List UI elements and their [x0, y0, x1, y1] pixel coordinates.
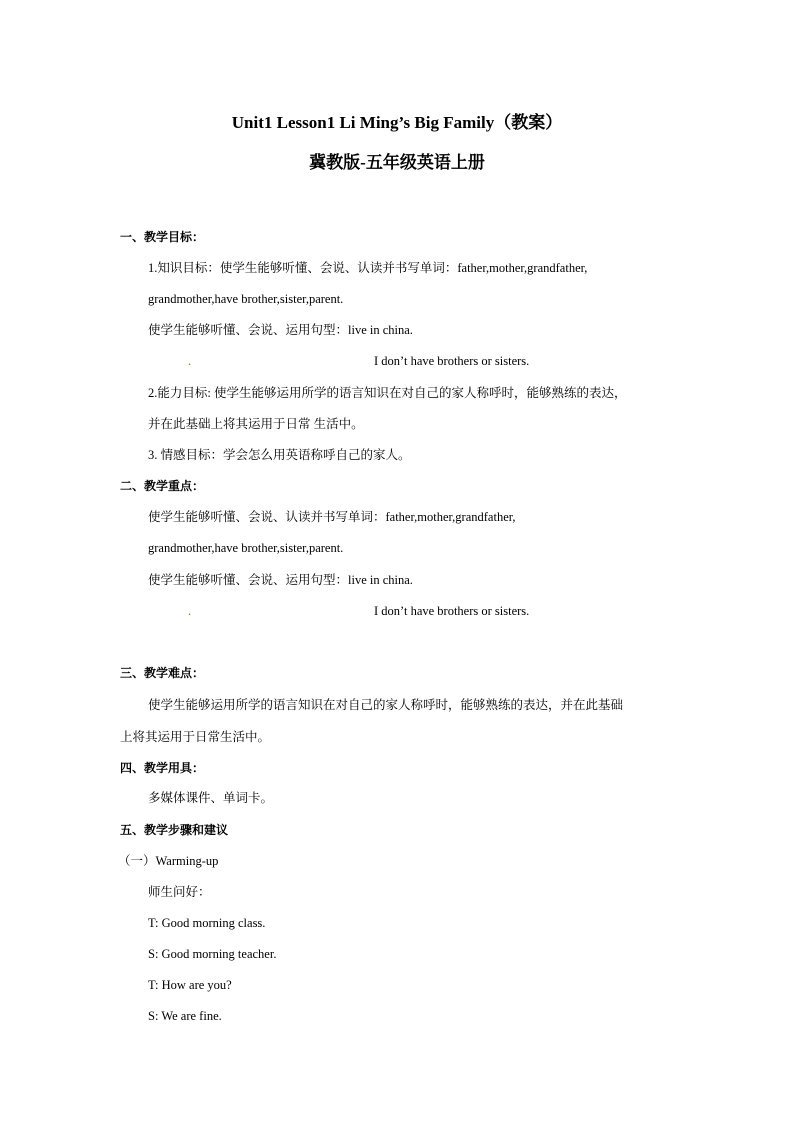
key-point-line4: I don’t have brothers or sisters.	[374, 604, 530, 618]
objective-knowledge-dot: .	[188, 354, 192, 368]
key-point-line2: grandmother,have brother,sister,parent.	[148, 541, 344, 555]
section-heading-key-points: 二、教学重点：	[120, 479, 205, 493]
objective-ability-line2: 并在此基础上将其运用于日常 生活中。	[148, 417, 364, 431]
section-heading-steps: 五、教学步骤和建议	[120, 823, 229, 837]
dialogue-line4: S: We are fine.	[148, 1009, 222, 1023]
objective-knowledge-line4: I don’t have brothers or sisters.	[374, 354, 530, 368]
section-heading-objectives: 一、教学目标：	[120, 230, 205, 244]
objective-knowledge-line2: grandmother,have brother,sister,parent.	[148, 292, 344, 306]
materials-line: 多媒体课件、单词卡。	[148, 791, 274, 805]
steps-greeting-label: 师生问好：	[148, 885, 211, 899]
key-point-line1: 使学生能够听懂、会说、认读并书写单词：father,mother,grandfather,	[148, 510, 516, 524]
key-point-line3: 使学生能够听懂、会说、运用句型：live in china.	[148, 573, 413, 587]
dialogue-line1: T: Good morning class.	[148, 916, 266, 930]
document-subtitle: 冀教版-五年级英语上册	[309, 153, 485, 172]
section-heading-materials: 四、教学用具：	[120, 761, 205, 775]
section-heading-difficulties: 三、教学难点：	[120, 666, 205, 680]
difficulty-line2: 上将其运用于日常生活中。	[120, 730, 271, 744]
steps-subheading-warming-up: （一）Warming-up	[118, 854, 219, 868]
objective-knowledge-line3: 使学生能够听懂、会说、运用句型：live in china.	[148, 323, 413, 337]
dialogue-line2: S: Good morning teacher.	[148, 947, 277, 961]
objective-knowledge-line1: 1.知识目标：使学生能够听懂、会说、认读并书写单词：father,mother,grandfather,	[148, 261, 588, 275]
dialogue-line3: T: How are you?	[148, 978, 232, 992]
objective-ability-line1: 2.能力目标: 使学生能够运用所学的语言知识在对自己的家人称呼时，能够熟练的表达，	[148, 386, 627, 400]
objective-emotion: 3. 情感目标：学会怎么用英语称呼自己的家人。	[148, 448, 411, 462]
document-title: Unit1 Lesson1 Li Ming’s Big Family（教案）	[231, 113, 563, 132]
key-point-dot: .	[188, 604, 192, 618]
difficulty-line1: 使学生能够运用所学的语言知识在对自己的家人称呼时，能够熟练的表达，并在此基础	[148, 698, 624, 712]
